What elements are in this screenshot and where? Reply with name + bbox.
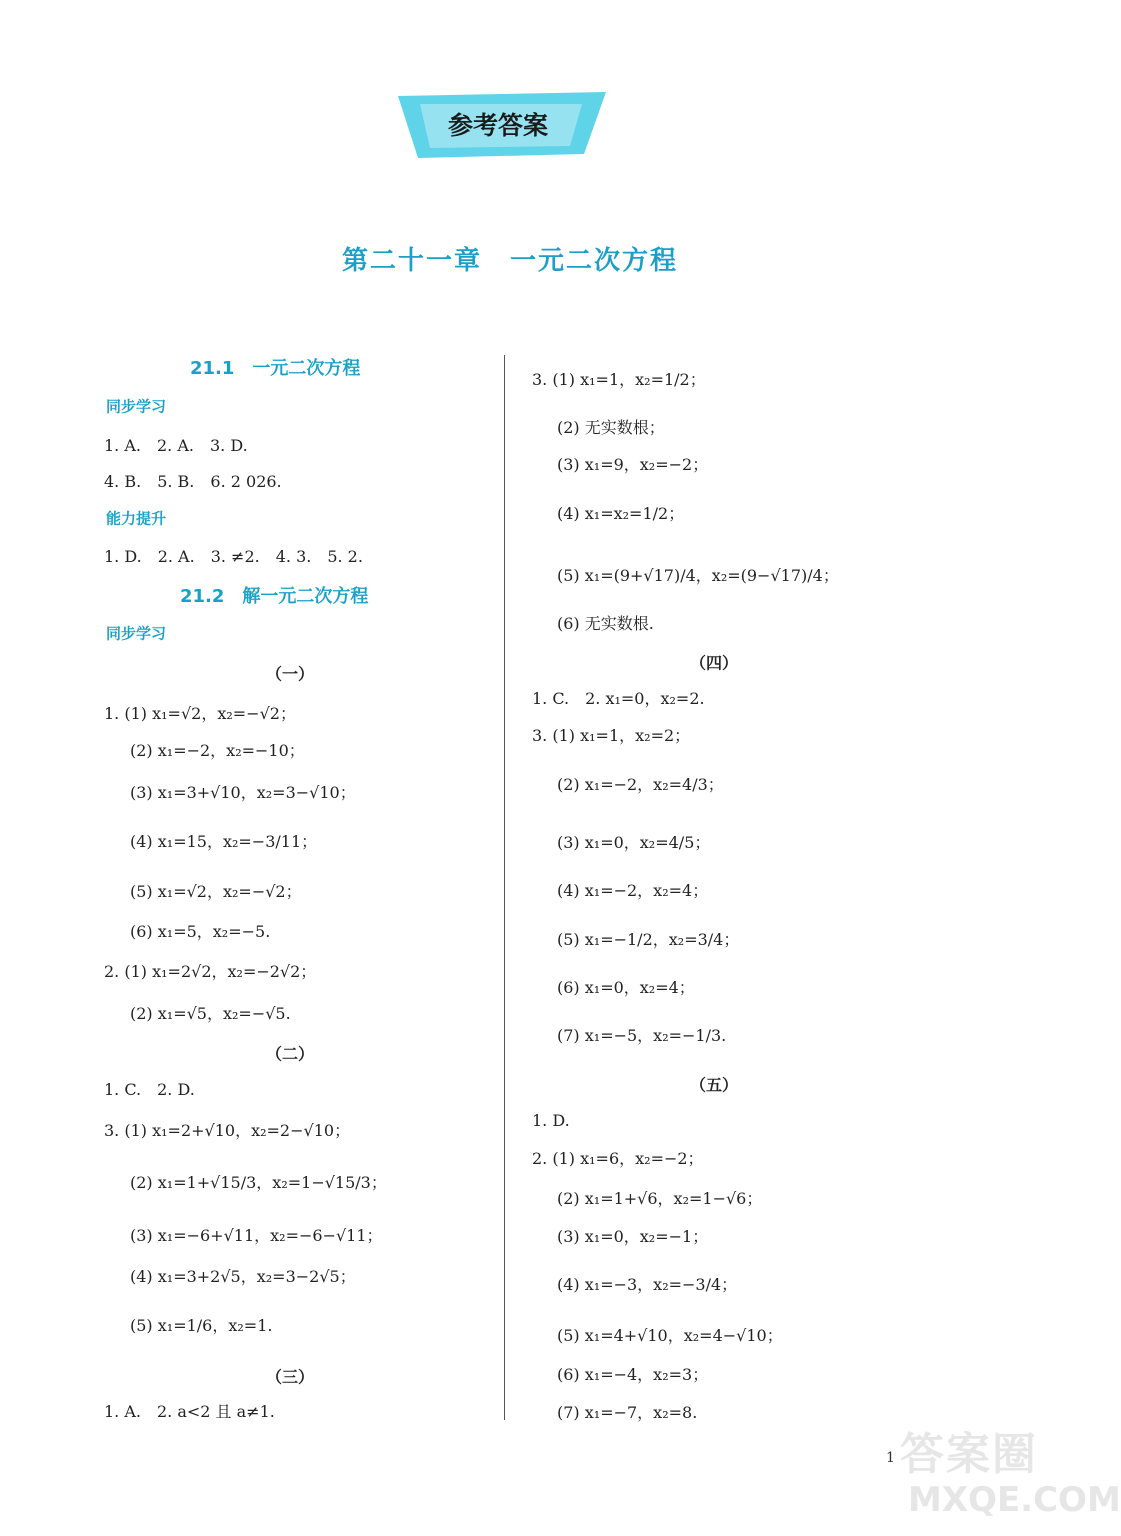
subsection-label: 能力提升	[106, 509, 167, 528]
answer-line: (4) x₁=−3，x₂=−3/4；	[557, 1275, 738, 1294]
answer-line: (5) x₁=(9+√17)/4，x₂=(9−√17)/4；	[557, 566, 839, 585]
answer-line: (4) x₁=−2，x₂=4；	[557, 881, 709, 900]
answer-line: 2. (1) x₁=6，x₂=−2；	[532, 1149, 704, 1168]
watermark-text: 答案圈	[900, 1429, 1038, 1480]
section-heading: 21.2 解一元二次方程	[180, 586, 369, 607]
watermark-logo	[900, 1418, 1121, 1528]
answer-line: (2) x₁=1+√15/3，x₂=1−√15/3；	[130, 1173, 387, 1192]
answer-line: (6) x₁=5，x₂=−5.	[130, 922, 271, 941]
answer-line: 4. B. 5. B. 6. 2 026.	[104, 472, 282, 491]
answer-line: 3. (1) x₁=1，x₂=1/2；	[532, 370, 706, 389]
answer-line: (5) x₁=1/6，x₂=1.	[130, 1316, 273, 1335]
answer-line: (7) x₁=−7，x₂=8.	[557, 1403, 698, 1422]
answer-line: 3. (1) x₁=2+√10，x₂=2−√10；	[104, 1121, 351, 1140]
answer-line: (6) x₁=−4，x₂=3；	[557, 1365, 709, 1384]
part-heading: （三）	[266, 1367, 315, 1387]
part-heading: （五）	[690, 1075, 739, 1095]
answer-line: (6) 无实数根.	[557, 614, 654, 633]
answer-line: 1. A. 2. a<2 且 a≠1.	[104, 1402, 275, 1421]
answer-line: (2) x₁=−2，x₂=−10；	[130, 741, 305, 760]
part-heading: （一）	[266, 664, 315, 684]
part-heading: （二）	[266, 1044, 315, 1064]
answer-line: (5) x₁=4+√10，x₂=4−√10；	[557, 1326, 783, 1345]
banner-title: 参考答案	[447, 111, 548, 140]
answer-line: (3) x₁=0，x₂=−1；	[557, 1227, 709, 1246]
answer-line: (2) x₁=−2，x₂=4/3；	[557, 775, 724, 794]
watermark-url: MXQE.COM	[908, 1480, 1121, 1520]
column-divider	[504, 355, 505, 1420]
answer-line: 1. D.	[532, 1111, 570, 1130]
page-number: 1	[886, 1450, 895, 1466]
answer-line: 1. C. 2. x₁=0，x₂=2.	[532, 689, 705, 708]
answer-line: 1. (1) x₁=√2，x₂=−√2；	[104, 704, 296, 723]
answer-line: 1. A. 2. A. 3. D.	[104, 436, 248, 455]
answer-line: (6) x₁=0，x₂=4；	[557, 978, 695, 997]
answer-banner	[398, 92, 606, 158]
answer-line: (3) x₁=9，x₂=−2；	[557, 455, 709, 474]
chapter-title: 第二十一章 一元二次方程	[341, 246, 678, 276]
answer-line: (2) 无实数根；	[557, 418, 665, 437]
part-heading: （四）	[690, 653, 739, 673]
answer-line: (2) x₁=√5，x₂=−√5.	[130, 1004, 291, 1023]
subsection-label: 同步学习	[106, 397, 167, 416]
answer-line: (2) x₁=1+√6，x₂=1−√6；	[557, 1189, 763, 1208]
section-heading: 21.1 一元二次方程	[190, 358, 361, 379]
answer-line: 1. D. 2. A. 3. ≠2. 4. 3. 5. 2.	[104, 547, 363, 566]
answer-line: (5) x₁=√2，x₂=−√2；	[130, 882, 302, 901]
answer-line: 2. (1) x₁=2√2，x₂=−2√2；	[104, 962, 317, 981]
answer-line: (3) x₁=3+√10，x₂=3−√10；	[130, 783, 356, 802]
answer-line: (5) x₁=−1/2，x₂=3/4；	[557, 930, 740, 949]
answer-line: 3. (1) x₁=1，x₂=2；	[532, 726, 691, 745]
answer-line: (4) x₁=3+2√5，x₂=3−2√5；	[130, 1267, 356, 1286]
answer-line: 1. C. 2. D.	[104, 1080, 195, 1099]
answer-line: (4) x₁=x₂=1/2；	[557, 504, 685, 523]
answer-line: (4) x₁=15，x₂=−3/11；	[130, 832, 318, 851]
answer-line: (3) x₁=0，x₂=4/5；	[557, 833, 711, 852]
answer-line: (3) x₁=−6+√11，x₂=−6−√11；	[130, 1226, 383, 1245]
subsection-label: 同步学习	[106, 624, 167, 643]
answer-line: (7) x₁=−5，x₂=−1/3.	[557, 1026, 727, 1045]
